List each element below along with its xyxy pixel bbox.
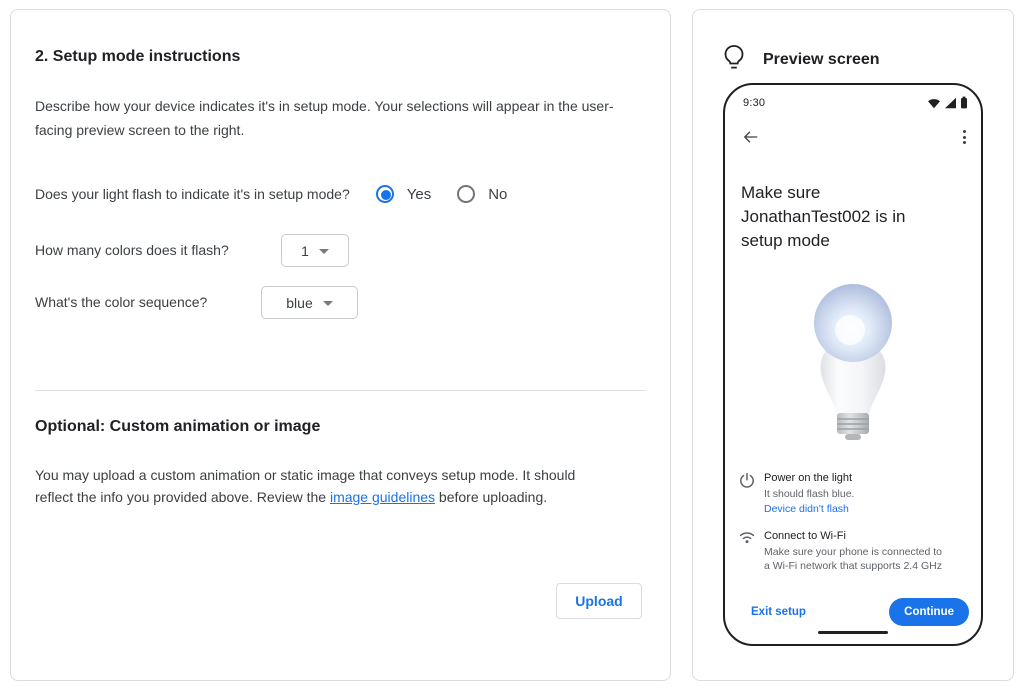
color-sequence-dropdown[interactable]: [261, 286, 358, 319]
step-power: [739, 471, 971, 516]
upload-button[interactable]: Upload: [556, 583, 642, 619]
power-icon: [739, 471, 755, 516]
phone-nav-bar: [741, 127, 969, 147]
home-indicator[interactable]: [818, 631, 888, 634]
back-arrow-icon[interactable]: [741, 128, 759, 146]
image-guidelines-link[interactable]: image guidelines: [329, 489, 436, 505]
colors-count-value: 1: [301, 242, 309, 259]
step-subtitle: It should flash blue.: [764, 488, 855, 500]
description-text-before: You may upload a custom animation or static image that conveys setup mode. It should reflect the info you provided above. Review the: [35, 467, 576, 505]
color-sequence-value: blue: [286, 294, 313, 311]
phone-mockup: [723, 83, 983, 646]
wifi-icon: [927, 97, 941, 109]
description-text-after: before uploading.: [435, 489, 548, 505]
status-icons: [927, 96, 968, 109]
battery-icon: [960, 96, 968, 109]
device-didnt-flash-link[interactable]: Device didn't flash: [764, 503, 849, 515]
colors-question-label: How many colors does it flash?: [35, 242, 229, 258]
step-title: Connect to Wi-Fi: [764, 530, 846, 542]
flash-question-row: [35, 182, 507, 206]
chevron-down-icon: [319, 249, 329, 254]
radio-yes[interactable]: [376, 185, 394, 203]
continue-button[interactable]: Continue: [889, 598, 969, 626]
section-description: Describe how your device indicates it's in setup mode. Your selections will appear in the user-facing preview screen to the right.: [35, 98, 614, 138]
kebab-menu-icon[interactable]: [960, 127, 969, 147]
step-title: Power on the light: [764, 472, 853, 484]
light-bulb-image: [803, 283, 903, 443]
optional-section-title: Optional: Custom animation or image: [35, 418, 321, 435]
step-wifi: [739, 529, 971, 573]
radio-yes-label: Yes: [406, 185, 432, 203]
phone-footer: [751, 597, 969, 626]
phone-status-bar: [743, 96, 968, 109]
radio-option-yes[interactable]: [376, 185, 431, 203]
cellular-signal-icon: [944, 97, 957, 109]
phone-heading: Make sure JonathanTest002 is in setup mode: [741, 183, 906, 250]
flash-question-label: Does your light flash to indicate it's in setup mode?: [35, 186, 350, 202]
preview-title: Preview screen: [763, 50, 880, 68]
preview-header: [723, 44, 880, 75]
chevron-down-icon: [323, 301, 333, 306]
section-divider: [35, 390, 646, 391]
sequence-question-label: What's the color sequence?: [35, 294, 208, 310]
colors-count-dropdown[interactable]: [281, 234, 349, 267]
radio-no-label: No: [488, 185, 508, 203]
setup-mode-card: [10, 9, 671, 681]
step-power-text: [764, 471, 854, 516]
radio-no[interactable]: [457, 185, 475, 203]
preview-card: [692, 9, 1014, 681]
optional-section-description: [35, 464, 611, 508]
exit-setup-link[interactable]: Exit setup: [751, 605, 806, 618]
wifi-icon: [739, 529, 755, 573]
section-title: 2. Setup mode instructions: [35, 48, 241, 65]
step-subtitle: Make sure your phone is connected to a Wi-Fi network that supports 2.4 GHz: [764, 546, 943, 572]
step-wifi-text: [764, 529, 949, 573]
radio-option-no[interactable]: [457, 185, 507, 203]
status-time: 9:30: [743, 96, 766, 109]
lightbulb-icon: [723, 44, 745, 75]
